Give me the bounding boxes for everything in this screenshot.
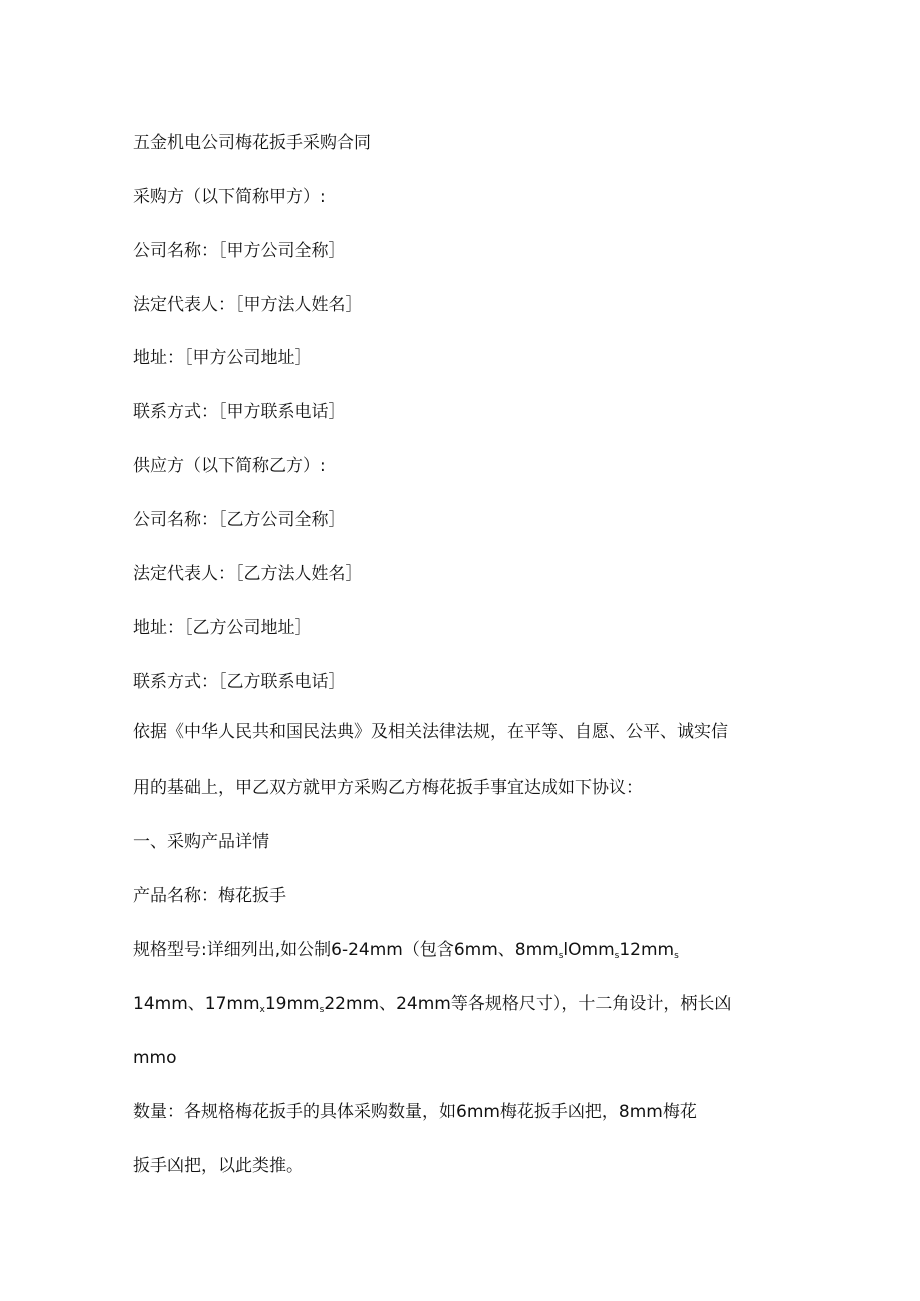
supplier-legal-rep: 法定代表人：［乙方法人姓名］ <box>133 564 363 584</box>
buyer-heading: 采购方（以下简称甲方）: <box>133 187 326 207</box>
spec-line-2-part-1: 14mm、17mm <box>133 994 260 1014</box>
spec-line-2-sub-1: x <box>259 1005 265 1015</box>
spec-line-3: mmo <box>133 1048 177 1068</box>
supplier-address: 地址：［乙方公司地址］ <box>133 618 312 638</box>
buyer-legal-rep: 法定代表人：［甲方法人姓名］ <box>133 295 363 315</box>
spec-line-1 <box>133 939 679 961</box>
spec-line-1-part-1: 规格型号:详细列出,如公制6-24mm（包含6mm、8mm <box>133 940 559 960</box>
spec-line-2-part-3: 22mm、24mm等各规格尺寸），十二角设计，柄长凶 <box>324 994 732 1014</box>
spec-line-2-part-2: 19mm <box>264 994 320 1014</box>
buyer-company: 公司名称：［甲方公司全称］ <box>133 241 346 261</box>
spec-line-1-sub-1: s <box>558 951 564 961</box>
spec-line-1-sub-3: s <box>674 951 679 961</box>
buyer-contact: 联系方式：［甲方联系电话］ <box>133 402 346 422</box>
product-name: 产品名称：梅花扳手 <box>133 886 286 906</box>
section-1-heading: 一、采购产品详情 <box>133 832 269 852</box>
supplier-heading: 供应方（以下简称乙方）: <box>133 456 326 476</box>
quantity-line-2: 扳手凶把，以此类推。 <box>133 1156 303 1176</box>
spec-line-2-sub-2: s <box>319 1005 325 1015</box>
contract-title: 五金机电公司梅花扳手采购合同 <box>133 133 371 153</box>
preamble-line-1: 依据《中华人民共和国民法典》及相关法律法规，在平等、自愿、公平、诚实信 <box>133 722 728 742</box>
quantity-line-1: 数量：各规格梅花扳手的具体采购数量，如6mm梅花扳手凶把，8mm梅花 <box>133 1102 697 1122</box>
preamble-line-2: 用的基础上，甲乙双方就甲方采购乙方梅花扳手事宜达成如下协议： <box>133 778 643 798</box>
spec-line-1-part-3: 12mm <box>619 940 675 960</box>
supplier-company: 公司名称：［乙方公司全称］ <box>133 510 346 530</box>
spec-line-2 <box>133 993 731 1015</box>
spec-line-1-part-2: lOmm <box>563 940 615 960</box>
buyer-address: 地址：［甲方公司地址］ <box>133 348 312 368</box>
spec-line-1-sub-2: s <box>614 951 620 961</box>
supplier-contact: 联系方式：［乙方联系电话］ <box>133 672 346 692</box>
